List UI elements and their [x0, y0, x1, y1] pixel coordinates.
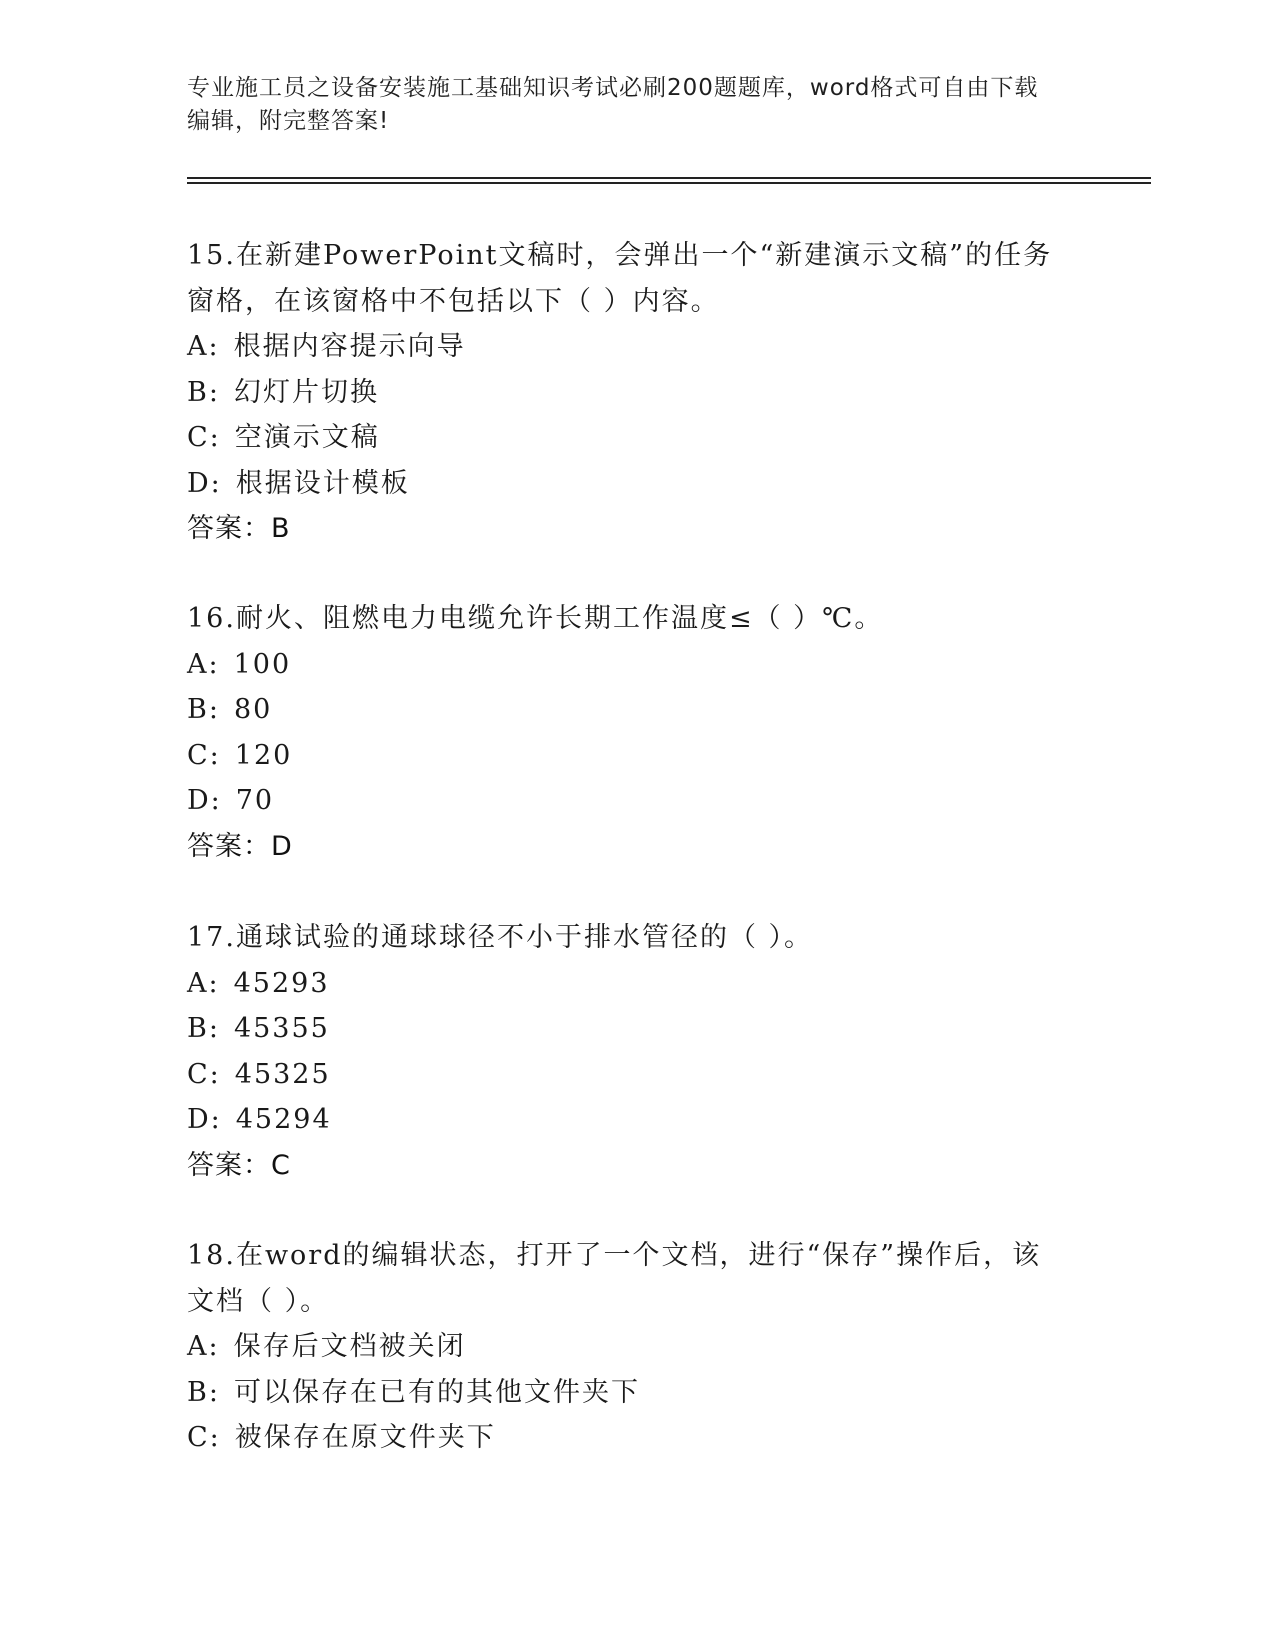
- option-key: C:: [187, 1422, 221, 1453]
- question-stem-line: 15.在新建PowerPoint文稿时，会弹出一个“新建演示文稿”的任务: [187, 240, 1053, 271]
- option-c: [187, 1052, 1067, 1098]
- option-text: 80: [233, 694, 273, 725]
- question-stem-line: 窗格，在该窗格中不包括以下（ ）内容。: [187, 285, 720, 317]
- option-b: [187, 1006, 1067, 1052]
- option-text: 100: [233, 648, 292, 680]
- answer-label: 答案：C: [187, 1149, 291, 1181]
- option-key: D:: [187, 785, 222, 816]
- option-b: [187, 687, 1067, 733]
- option-key: A:: [187, 648, 220, 680]
- option-key: A:: [187, 331, 220, 362]
- option-text: 根据设计模板: [235, 467, 410, 499]
- question-18: [187, 1233, 1067, 1461]
- header-line-1: 专业施工员之设备安装施工基础知识考试必刷200题题库，word格式可自由下载: [187, 75, 1039, 101]
- question-15: [187, 233, 1067, 552]
- option-d: [187, 778, 1067, 824]
- option-text: 45294: [235, 1104, 332, 1135]
- option-text: 45325: [234, 1058, 331, 1090]
- option-key: A:: [187, 967, 220, 999]
- question-17: [187, 915, 1067, 1188]
- header-rule-bottom: [187, 182, 1151, 184]
- option-text: 120: [234, 739, 293, 771]
- option-key: A:: [187, 1331, 220, 1362]
- option-a: [187, 1324, 1067, 1370]
- option-key: B:: [187, 376, 220, 408]
- option-text: 幻灯片切换: [233, 376, 379, 408]
- header-rule-top: [187, 177, 1151, 179]
- option-key: B:: [187, 694, 220, 725]
- question-stem-line: 18.在word的编辑状态，打开了一个文档，进行“保存”操作后，该: [187, 1240, 1042, 1271]
- option-c: [187, 415, 1067, 461]
- question-stem-line: 17.通球试验的通球球径不小于排水管径的（ ）。: [187, 922, 814, 953]
- option-b: [187, 370, 1067, 416]
- option-key: D:: [187, 467, 222, 499]
- option-a: [187, 961, 1067, 1007]
- option-key: C:: [187, 1058, 221, 1090]
- option-c: [187, 733, 1067, 779]
- option-text: 70: [235, 785, 275, 816]
- option-b: [187, 1370, 1067, 1416]
- question-16: [187, 596, 1067, 869]
- option-text: 保存后文档被关闭: [233, 1331, 466, 1362]
- option-d: [187, 461, 1067, 507]
- option-key: B:: [187, 1376, 220, 1408]
- option-text: 根据内容提示向导: [233, 331, 466, 362]
- option-text: 45355: [233, 1013, 330, 1044]
- option-a: [187, 324, 1067, 370]
- option-text: 可以保存在已有的其他文件夹下: [233, 1376, 640, 1408]
- option-text: 被保存在原文件夹下: [234, 1422, 496, 1453]
- answer-label: 答案：D: [187, 830, 293, 862]
- answer-label: 答案：B: [187, 513, 291, 544]
- header-line-2: 编辑，附完整答案!: [187, 108, 390, 134]
- option-key: C:: [187, 739, 221, 771]
- option-d: [187, 1097, 1067, 1143]
- option-key: D:: [187, 1104, 222, 1135]
- option-a: [187, 642, 1067, 688]
- option-c: [187, 1415, 1067, 1461]
- option-key: C:: [187, 422, 221, 453]
- question-stem-line: 16.耐火、阻燃电力电缆允许长期工作温度≤（ ）℃。: [187, 603, 884, 634]
- document-header: [187, 72, 1067, 138]
- question-stem-line: 文档（ ）。: [187, 1285, 330, 1317]
- option-text: 空演示文稿: [234, 422, 380, 453]
- option-text: 45293: [233, 967, 330, 999]
- option-key: B:: [187, 1013, 220, 1044]
